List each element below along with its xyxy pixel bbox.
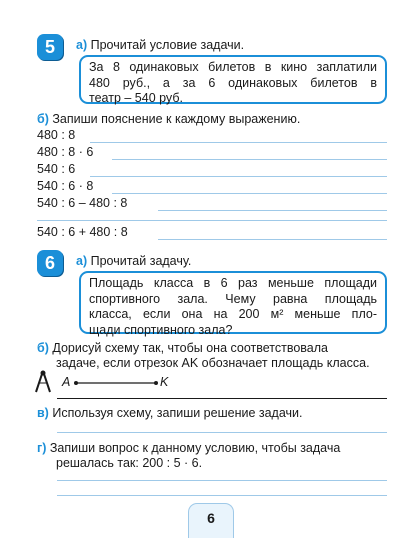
answer-line[interactable] bbox=[90, 176, 387, 177]
answer-line[interactable] bbox=[158, 210, 387, 211]
task-6b-text-line2: задаче, если отрезок AK обозначает площадь класса. bbox=[56, 356, 370, 370]
task-6v-heading bbox=[37, 406, 303, 421]
task-6b-text-line1: Дорисуй схему так, чтобы она соответствовала bbox=[52, 341, 328, 355]
task-6b-label: б) bbox=[37, 341, 49, 355]
expression: 540 : 6 bbox=[37, 162, 76, 176]
task-5-problem-line: 480 руб., а за 6 одинаковых билетов в bbox=[89, 75, 377, 90]
task-6a-label: а) bbox=[76, 254, 88, 268]
expression: 480 : 8 · 6 bbox=[37, 145, 94, 159]
task-6-problem-line: класса, если она на 200 м² меньше пло- bbox=[89, 307, 377, 321]
task-6-problem-line: Площадь класса в 6 раз меньше площади bbox=[89, 276, 377, 290]
task-6a-heading bbox=[76, 254, 191, 269]
compass-icon bbox=[33, 370, 53, 394]
task-5b-text: Запиши пояснение к каждому выражению. bbox=[52, 112, 301, 126]
task-6-problem-line: щади спортивного зала? bbox=[89, 322, 233, 337]
task-5b-label: б) bbox=[37, 112, 49, 126]
task-6-problem-line: спортивного зала. Чему равна площадь bbox=[89, 291, 377, 306]
expression: 480 : 8 bbox=[37, 128, 76, 142]
answer-line[interactable] bbox=[57, 480, 387, 481]
answer-line[interactable] bbox=[57, 495, 387, 496]
answer-line[interactable] bbox=[112, 193, 387, 194]
task-5a-heading bbox=[76, 38, 244, 53]
task-5b-heading bbox=[37, 112, 300, 127]
task-6v-text: Используя схему, запиши решение задачи. bbox=[52, 406, 303, 420]
task-5a-label: а) bbox=[76, 38, 88, 52]
segment-point-k: K bbox=[160, 375, 169, 389]
task-6v-label: в) bbox=[37, 406, 49, 420]
segment-ak bbox=[72, 378, 162, 388]
task-6a-text: Прочитай задачу. bbox=[90, 254, 192, 268]
task-6b-heading bbox=[37, 341, 328, 356]
task-5-problem-line: За 8 одинаковых билетов в кино заплатили bbox=[89, 60, 377, 74]
task-5a-text: Прочитай условие задачи. bbox=[90, 38, 245, 52]
answer-line[interactable] bbox=[158, 239, 387, 240]
task-6g-heading bbox=[37, 441, 340, 456]
task-6g-label: г) bbox=[37, 441, 47, 455]
task-6g-text-line1: Запиши вопрос к данному условию, чтобы задача bbox=[49, 441, 341, 455]
answer-line[interactable] bbox=[57, 432, 387, 433]
scheme-baseline bbox=[57, 398, 387, 399]
task-6-problem-box bbox=[79, 271, 387, 337]
task-5-problem-box bbox=[79, 55, 387, 104]
answer-line[interactable] bbox=[90, 142, 387, 143]
expression: 540 : 6 · 8 bbox=[37, 179, 94, 193]
segment-point-a: A bbox=[62, 375, 71, 389]
expression: 540 : 6 – 480 : 8 bbox=[37, 196, 128, 210]
task-5-badge: 5 bbox=[37, 34, 63, 60]
expression: 540 : 6 + 480 : 8 bbox=[37, 225, 128, 239]
task-5-problem-line: театр – 540 руб. bbox=[89, 91, 183, 105]
task-6g-text-line2: решалась так: 200 : 5 · 6. bbox=[56, 456, 203, 470]
answer-line[interactable] bbox=[112, 159, 387, 160]
answer-line[interactable] bbox=[37, 220, 387, 221]
task-6-badge: 6 bbox=[37, 250, 63, 276]
page-number: 6 bbox=[188, 503, 234, 538]
